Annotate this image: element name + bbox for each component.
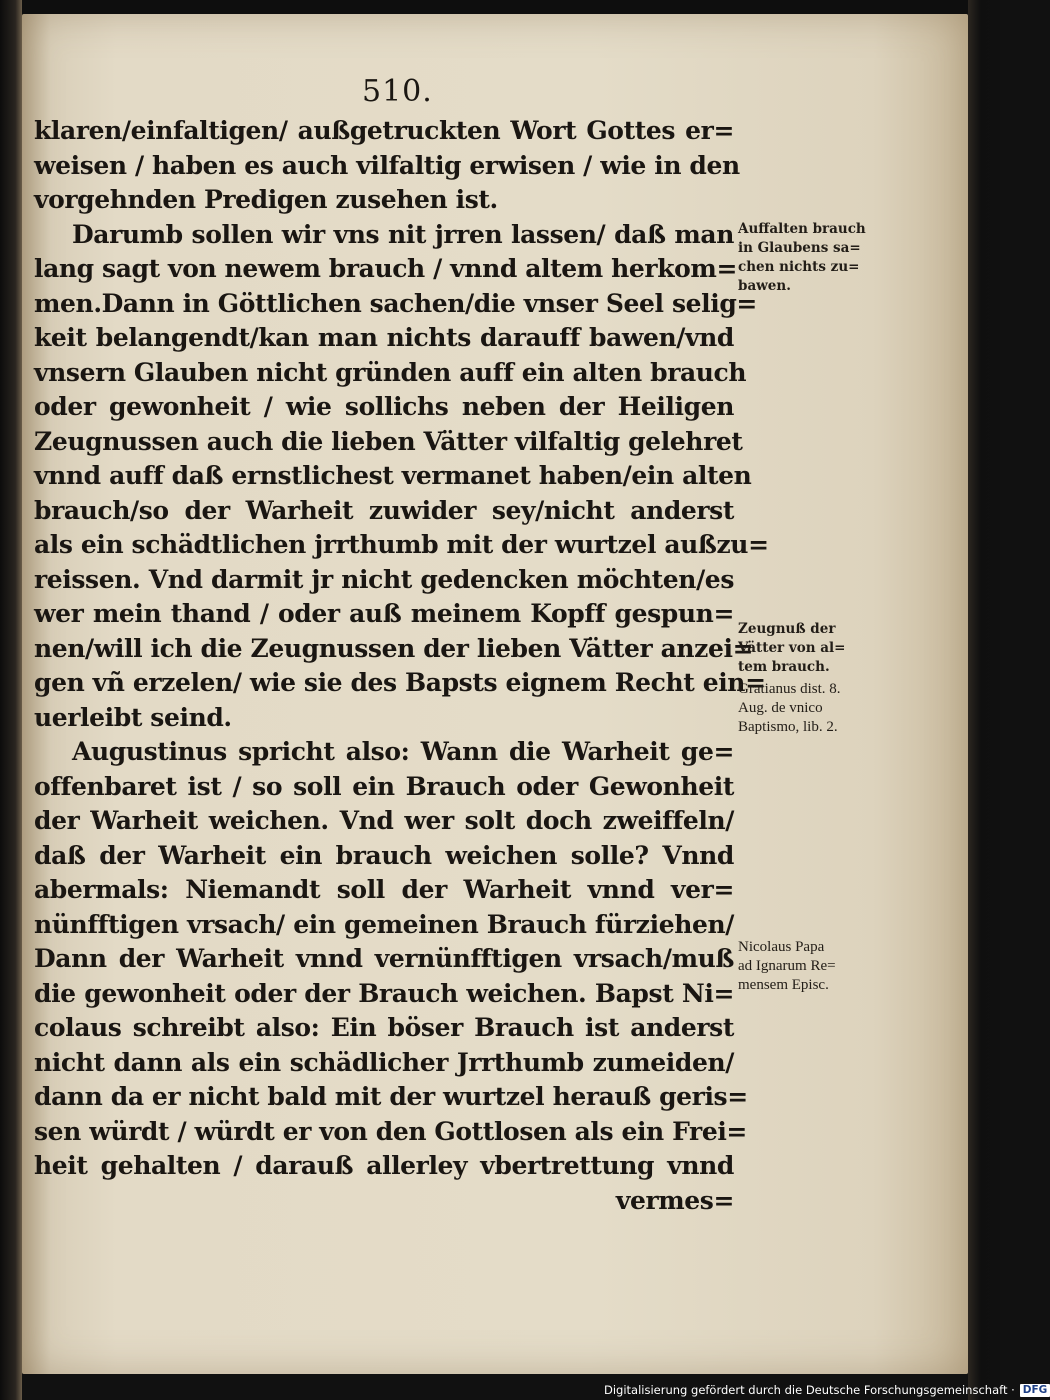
marginal-line: Gratianus dist. 8. — [738, 681, 841, 697]
text-line: vorgehnden Predigen zusehen ist. — [34, 185, 498, 214]
marginal-line: mensem Episc. — [738, 977, 829, 993]
marginal-line: Aug. de vnico — [738, 700, 823, 716]
marginal-line: Vätter von al= — [738, 640, 846, 656]
scan-frame-right — [968, 0, 1000, 1400]
book-page — [22, 14, 968, 1374]
text-line: gen vñ erzelen/ wie sie des Bapsts eignem Recht ein= — [34, 668, 766, 697]
text-line: colaus schreibt also: Ein böser Brauch ist anderst — [34, 1013, 734, 1042]
marginal-note-1 — [738, 220, 898, 296]
funding-credit-text: Digitalisierung gefördert durch die Deutsche Forschungsgemeinschaft · — [604, 1383, 1015, 1397]
text-line: offenbaret ist / so soll ein Brauch oder Gewonheit — [34, 771, 734, 801]
text-line: reissen. Vnd darmit jr nicht gedencken möchten/es — [34, 564, 734, 594]
marginal-line: Baptismo, lib. 2. — [738, 719, 838, 735]
text-line: dann da er nicht bald mit der wurtzel herauß geris= — [34, 1082, 748, 1111]
text-line: vnnd auff daß ernstlichest vermanet haben/ein alten — [34, 461, 752, 490]
text-line: men.Dann in Göttlichen sachen/die vnser Seel selig= — [34, 288, 757, 318]
text-line: brauch/so der Warheit zuwider sey/nicht anderst — [34, 495, 734, 525]
text-line: klaren/einfaltigen/ außgetruckten Wort Gottes er= — [34, 116, 734, 145]
marginal-line: ad Ignarum Re= — [738, 958, 836, 974]
marginal-note-3 — [738, 680, 898, 737]
text-line: heit gehalten / darauß allerley vbertrettung vnnd — [34, 1151, 734, 1180]
funding-footer — [604, 1381, 1050, 1399]
text-line: lang sagt von newem brauch / vnnd altem herkom= — [34, 254, 737, 283]
scan-frame-left — [0, 0, 22, 1400]
marginal-line: Nicolaus Papa — [738, 939, 825, 955]
catchword: vermes= — [615, 1185, 734, 1215]
marginal-line: in Glaubens sa= — [738, 240, 861, 256]
text-line: sen würdt / würdt er von den Gottlosen als ein Frei= — [34, 1116, 747, 1146]
page-number: 510. — [362, 74, 433, 109]
marginal-line: Zeugnuß der — [738, 621, 836, 637]
text-line: weisen / haben es auch vilfaltig erwisen / wie in den — [34, 150, 740, 180]
marginal-note-2 — [738, 620, 898, 677]
text-line: als ein schädtlichen jrrthumb mit der wurtzel außzu= — [34, 530, 769, 559]
text-line: Darumb sollen wir vns nit jrren lassen/ daß man — [72, 219, 734, 249]
marginal-line: chen nichts zu= — [738, 259, 860, 275]
text-line: die gewonheit oder der Brauch weichen. Bapst Ni= — [34, 978, 734, 1008]
text-line: abermals: Niemandt soll der Warheit vnnd ver= — [34, 875, 734, 904]
text-line: uerleibt seind. — [34, 702, 232, 732]
text-line: der Warheit weichen. Vnd wer solt doch zweiffeln/ — [34, 806, 734, 835]
text-line: wer mein thand / oder auß meinem Kopff gespun= — [34, 599, 734, 628]
text-line: Zeugnussen auch die lieben Vätter vilfaltig gelehret — [34, 426, 743, 456]
text-line: nicht dann als ein schädlicher Jrrthumb zumeiden/ — [34, 1047, 734, 1077]
text-line: nünfftigen vrsach/ ein gemeinen Brauch fürziehen/ — [34, 909, 734, 939]
text-line: vnsern Glauben nicht gründen auff ein alten brauch — [34, 357, 747, 387]
text-line: Augustinus spricht also: Wann die Warheit ge= — [72, 737, 734, 766]
text-line: keit belangendt/kan man nichts darauff bawen/vnd — [34, 323, 734, 352]
text-line: oder gewonheit / wie sollichs neben der Heiligen — [34, 392, 734, 421]
main-text-block — [34, 114, 769, 1218]
text-line: nen/will ich die Zeugnussen der lieben Vätter anzei= — [34, 633, 754, 663]
marginal-line: tem brauch. — [738, 659, 830, 675]
marginal-note-4 — [738, 938, 898, 995]
marginal-line: bawen. — [738, 278, 791, 294]
text-line: daß der Warheit ein brauch weichen solle? Vnnd — [34, 840, 734, 870]
dfg-logo-icon: DFG — [1020, 1384, 1050, 1397]
text-line: Dann der Warheit vnnd vernünfftigen vrsach/muß — [34, 944, 734, 973]
marginal-line: Auffalten brauch — [738, 221, 866, 237]
